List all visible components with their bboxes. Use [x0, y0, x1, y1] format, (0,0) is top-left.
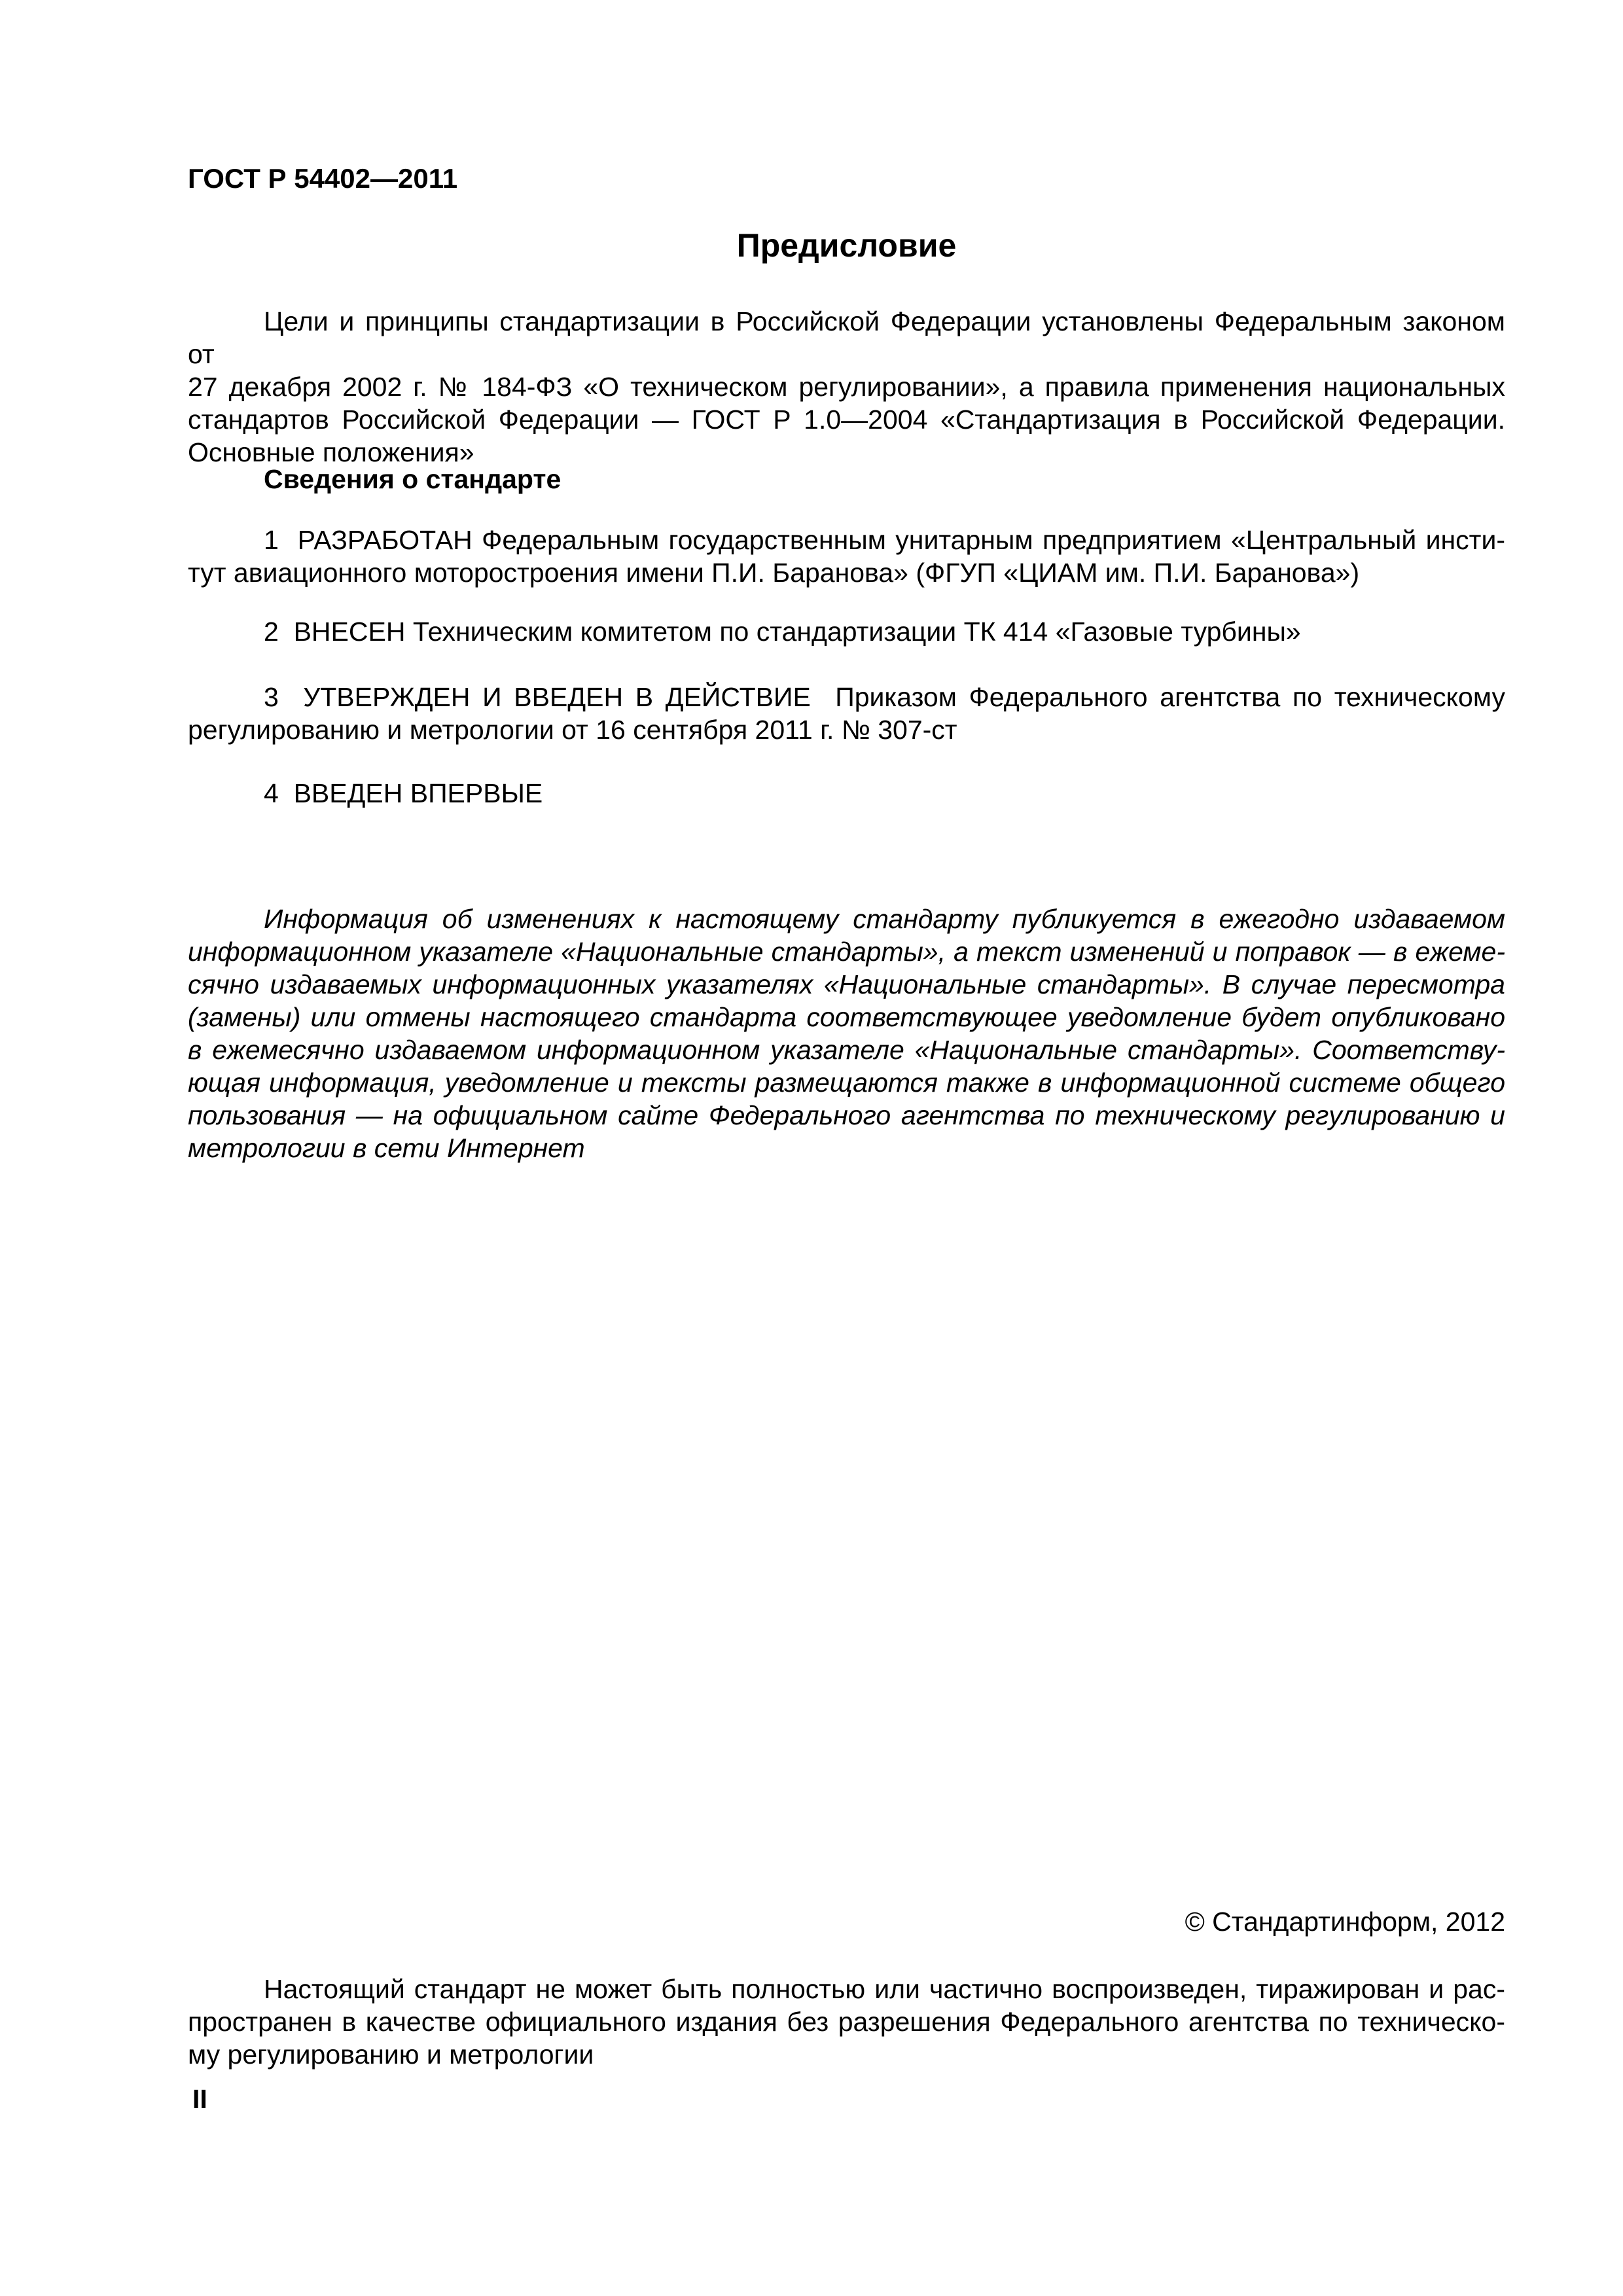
item-2-submitted: [188, 615, 1505, 648]
paragraph-line: в ежемесячно издаваемом информационном указателе «Национальные стандарты». Соответству-: [188, 1035, 1505, 1065]
page-number: II: [192, 2084, 207, 2114]
paragraph-line: информационном указателе «Национальные стандарты», а текст изменений и поправок — в ежеме-: [188, 937, 1505, 967]
copyright-notice: © Стандартинформ, 2012: [1185, 1907, 1505, 1937]
paragraph-line: регулированию и метрологии от 16 сентября 2011 г. № 307-ст: [188, 715, 957, 745]
paragraph-line: Цели и принципы стандартизации в Российской Федерации установлены Федеральным законом от: [188, 306, 1513, 369]
page-title: Предисловие: [736, 227, 957, 264]
paragraph-line: Основные положения»: [188, 437, 474, 467]
doc-code: ГОСТ Р 54402—2011: [188, 163, 458, 194]
item-3-approved: [188, 681, 1505, 746]
intro-paragraph: [188, 305, 1513, 469]
paragraph-line: 27 декабря 2002 г. № 184-ФЗ «О техническом регулировании», а правила применения национальных: [188, 372, 1505, 402]
paragraph-line: (замены) или отмены настоящего стандарта соответствующее уведомление будет опубликовано: [188, 1002, 1505, 1032]
paragraph-line: ющая информация, уведомление и тексты размещаются также в информационной системе общего: [188, 1067, 1505, 1098]
paragraph-line: тут авиационного моторостроения имени П.И. Баранова» (ФГУП «ЦИАМ им. П.И. Баранова»): [188, 558, 1360, 588]
changes-notice-paragraph: [188, 903, 1505, 1164]
paragraph-line: сячно издаваемых информационных указателях «Национальные стандарты». В случае пересмотра: [188, 969, 1505, 999]
paragraph-line: Информация об изменениях к настоящему стандарту публикуется в ежегодно издаваемом: [264, 904, 1505, 934]
paragraph-line: 4 ВВЕДЕН ВПЕРВЫЕ: [264, 778, 543, 808]
legal-paragraph: [188, 1973, 1505, 2071]
standard-info-heading: Сведения о стандарте: [264, 464, 562, 494]
paragraph-line: пространен в качестве официального издания без разрешения Федерального агентства по техническо-: [188, 2007, 1505, 2037]
paragraph-line: Настоящий стандарт не может быть полностью или частично воспроизведен, тиражирован и рас-: [264, 1974, 1505, 2004]
item-4-first-edition: [188, 777, 1505, 810]
paragraph-line: пользования — на официальном сайте Федерального агентства по техническому регулированию и: [188, 1100, 1505, 1130]
paragraph-line: 1 РАЗРАБОТАН Федеральным государственным унитарным предприятием «Центральный инсти-: [264, 525, 1505, 555]
paragraph-line: му регулированию и метрологии: [188, 2039, 594, 2070]
item-1-developed: [188, 524, 1505, 589]
paragraph-line: 3 УТВЕРЖДЕН И ВВЕДЕН В ДЕЙСТВИЕ Приказом Федерального агентства по техническому: [264, 682, 1505, 712]
paragraph-line: метрологии в сети Интернет: [188, 1133, 585, 1163]
paragraph-line: стандартов Российской Федерации — ГОСТ Р 1.0—2004 «Стандартизация в Российской Федерации.: [188, 404, 1505, 435]
paragraph-line: 2 ВНЕСЕН Техническим комитетом по стандартизации ТК 414 «Газовые турбины»: [264, 617, 1301, 647]
